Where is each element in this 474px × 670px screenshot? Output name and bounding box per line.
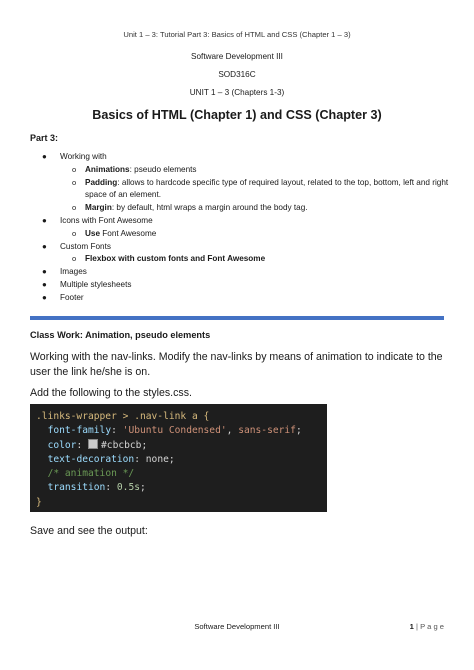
document-title: Basics of HTML (Chapter 1) and CSS (Chapter 3)	[92, 108, 382, 122]
circle-bullet-icon: o	[72, 228, 77, 238]
bullet-icon: ●	[42, 279, 47, 289]
unit-line: UNIT 1 – 3 (Chapters 1-3)	[189, 88, 285, 97]
list-item: ● Icons with Font Awesome	[30, 215, 450, 228]
classwork-paragraph: Working with the nav-links. Modify the nav-links by means of animation to indicate to the user the link he/she is on.	[30, 351, 443, 378]
topic-outline	[30, 151, 450, 305]
bullet-icon: ●	[42, 152, 47, 161]
list-item: ● Footer	[30, 292, 450, 305]
page-number: 1 | P a g e	[409, 622, 444, 631]
instruction-paragraph: Add the following to the styles.css.	[30, 387, 192, 399]
list-subitem: o Margin: by default, html wraps a margin around the body tag.	[30, 202, 450, 215]
section-divider	[30, 316, 444, 320]
circle-bullet-icon: o	[72, 177, 77, 187]
code-screenshot	[30, 404, 327, 512]
bullet-icon: ●	[42, 241, 47, 251]
list-item: ● Working with	[30, 151, 450, 164]
color-swatch-icon	[88, 439, 98, 449]
code-line: /* animation */	[47, 468, 135, 480]
course-code: SOD316C	[218, 70, 256, 79]
code-line: font-family: 'Ubuntu Condensed', sans-serif;	[47, 425, 302, 437]
bullet-icon: ●	[42, 292, 47, 302]
circle-bullet-icon: o	[72, 254, 77, 264]
code-line: .links-wrapper > .nav-link a {	[36, 411, 210, 422]
code-line: }	[36, 496, 42, 508]
circle-bullet-icon: o	[72, 203, 77, 213]
list-item: ● Multiple stylesheets	[30, 279, 450, 292]
list-subitem: o Use Font Awesome	[30, 228, 450, 241]
list-subitem: o Padding: allows to hardcode specific type of required layout, related to the top, bottom, left and right space of an element.	[72, 177, 449, 200]
output-paragraph: Save and see the output:	[30, 525, 148, 537]
circle-bullet-icon: o	[72, 164, 77, 174]
list-subitem: o Animations: pseudo elements	[30, 164, 450, 177]
running-header: Unit 1 – 3: Tutorial Part 3: Basics of HTML and CSS (Chapter 1 – 3)	[123, 30, 351, 39]
classwork-heading: Class Work: Animation, pseudo elements	[30, 330, 211, 340]
list-item: ● Custom Fonts	[30, 241, 450, 254]
bullet-icon: ●	[42, 215, 47, 225]
bullet-icon: ●	[42, 267, 47, 277]
part-heading: Part 3:	[30, 133, 59, 143]
code-line: color: #cbcbcb;	[47, 439, 148, 451]
list-item: ● Images	[30, 266, 450, 279]
course-name: Software Development III	[191, 52, 283, 61]
list-subitem: o Flexbox with custom fonts and Font Awesome	[30, 253, 450, 266]
code-line: transition: 0.5s;	[47, 482, 146, 494]
code-line: text-decoration: none;	[47, 453, 175, 465]
footer-title: Software Development III	[194, 622, 280, 631]
